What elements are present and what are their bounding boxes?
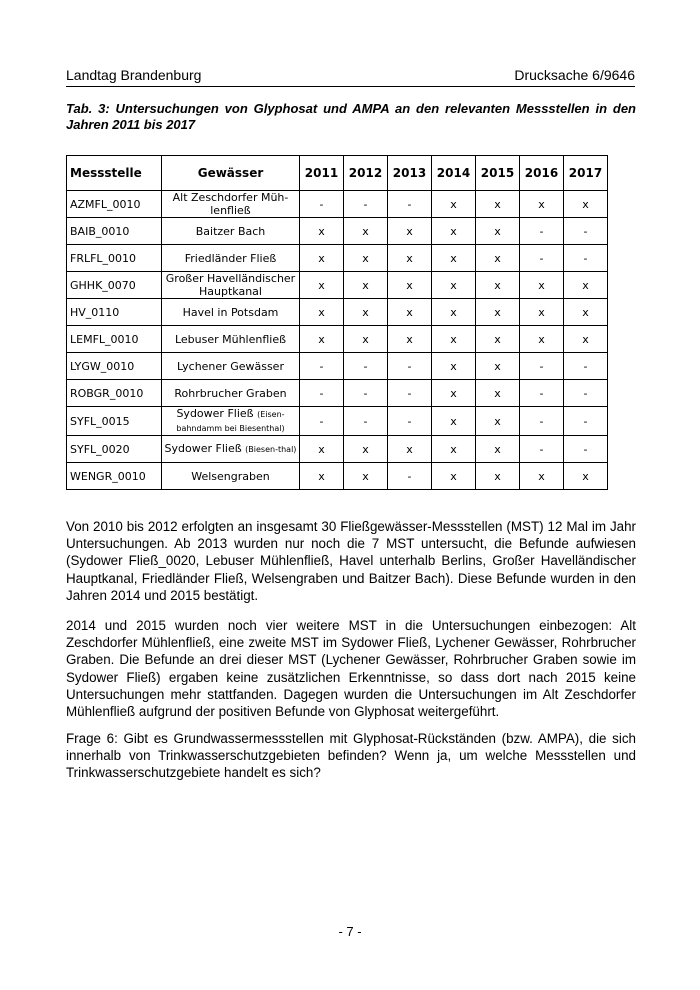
page-header [66, 66, 635, 87]
cell-messstelle: BAIB_0010 [67, 218, 162, 245]
gewaesser-name: Baitzer Bach [195, 224, 266, 238]
cell-year-value: x [300, 272, 344, 299]
cell-gewaesser [162, 380, 300, 407]
table-row [67, 245, 608, 272]
cell-messstelle: GHHK_0070 [67, 272, 162, 299]
cell-year-value: x [476, 436, 520, 463]
cell-year-value: x [476, 191, 520, 218]
gewaesser-name: Sydower Fließ [176, 407, 254, 420]
column-header: 2016 [520, 156, 564, 191]
table-row [67, 299, 608, 326]
cell-gewaesser [162, 463, 300, 490]
cell-messstelle: HV_0110 [67, 299, 162, 326]
cell-year-value: x [476, 245, 520, 272]
header-left: Landtag Brandenburg [66, 67, 202, 83]
gewaesser-name: Alt Zeschdorfer Müh-lenfließ [172, 191, 289, 217]
cell-year-value: x [564, 326, 608, 353]
cell-year-value: x [388, 245, 432, 272]
table-row [67, 380, 608, 407]
gewaesser-note: (Eisen-bahndamm bei Biesenthal) [176, 410, 285, 433]
table-row [67, 272, 608, 299]
paragraph-1: Von 2010 bis 2012 erfolgten an insgesamt 30 Fließgewässer-Messstellen (MST) 12 Mal im Jahr Untersuchungen. Ab 2013 wurden nur noch die 7 MST untersucht, die Befunde aufwiesen (Sydower Fließ_0020, Lebuser Mühlenfließ, Havel unterhalb Berlins, Großer Havelländischer Hauptkanal, Friedländer Fließ, Welsengraben und Baitzer Bach). Diese Befunde wurden in den Jahren 2014 und 2015 bestätigt. [66, 519, 636, 603]
cell-year-value: - [520, 218, 564, 245]
cell-year-value: x [432, 299, 476, 326]
table-row [67, 463, 608, 490]
gewaesser-name: Großer Havelländischer Hauptkanal [165, 272, 296, 298]
cell-messstelle: ROBGR_0010 [67, 380, 162, 407]
cell-year-value: x [476, 380, 520, 407]
cell-year-value: - [564, 407, 608, 436]
cell-year-value: x [564, 191, 608, 218]
cell-year-value: - [520, 245, 564, 272]
table-row [67, 436, 608, 463]
cell-year-value: x [432, 436, 476, 463]
cell-year-value: x [520, 463, 564, 490]
cell-gewaesser [162, 299, 300, 326]
table-body [67, 191, 608, 490]
cell-year-value: x [520, 299, 564, 326]
cell-year-value: - [564, 380, 608, 407]
cell-year-value: - [344, 407, 388, 436]
gewaesser-name: Lychener Gewässer [177, 359, 284, 373]
paragraph-2: 2014 und 2015 wurden noch vier weitere MST in die Untersuchungen einbezogen: Alt Zeschdorfer Mühlenfließ, eine zweite MST im Sydower Fließ, Lychener Gewässer, Rohrbrucher Graben. Die Befunde an drei dieser MST (Lychener Gewässer, Rohrbrucher Graben sowie im Sydower Fließ) ergaben keine zusätzlichen Erkenntnisse, so dass dort nach 2015 keine Untersuchungen mehr stattfanden. Dagegen wurden die Untersuchungen im Alt Zeschdorfer Mühlenfließ aufgrund der positiven Befunde von Glyphosat weitergeführt. [66, 618, 636, 720]
cell-year-value: x [476, 218, 520, 245]
cell-year-value: x [432, 218, 476, 245]
cell-year-value: x [476, 299, 520, 326]
table-row [67, 353, 608, 380]
cell-year-value: x [564, 299, 608, 326]
cell-year-value: x [300, 436, 344, 463]
cell-year-value: x [476, 353, 520, 380]
cell-year-value: x [344, 326, 388, 353]
cell-messstelle: LYGW_0010 [67, 353, 162, 380]
cell-year-value: x [476, 272, 520, 299]
paragraph-3: Frage 6: Gibt es Grundwassermessstellen mit Glyphosat-Rückständen (bzw. AMPA), die sich innerhalb von Trinkwasserschutzgebieten befinden? Wenn ja, um welche Messstellen und Trinkwasserschutzgebiete handelt es sich? [66, 731, 636, 781]
table-row [67, 407, 608, 436]
cell-year-value: x [476, 326, 520, 353]
cell-year-value: - [520, 407, 564, 436]
gewaesser-name: Sydower Fließ [164, 442, 242, 455]
cell-year-value: - [300, 353, 344, 380]
cell-year-value: - [344, 353, 388, 380]
cell-messstelle: LEMFL_0010 [67, 326, 162, 353]
column-header: 2014 [432, 156, 476, 191]
cell-year-value: x [564, 463, 608, 490]
column-header: 2015 [476, 156, 520, 191]
cell-year-value: x [432, 353, 476, 380]
cell-year-value: x [300, 245, 344, 272]
cell-year-value: - [520, 380, 564, 407]
cell-year-value: - [520, 353, 564, 380]
cell-messstelle: SYFL_0020 [67, 436, 162, 463]
cell-year-value: - [344, 191, 388, 218]
cell-year-value: x [476, 407, 520, 436]
cell-messstelle: AZMFL_0010 [67, 191, 162, 218]
measurement-table [66, 155, 608, 490]
cell-year-value: x [476, 463, 520, 490]
cell-year-value: x [300, 463, 344, 490]
cell-year-value: x [564, 272, 608, 299]
table-row [67, 326, 608, 353]
cell-gewaesser [162, 272, 300, 299]
table-header-row [67, 156, 608, 191]
cell-year-value: x [520, 191, 564, 218]
cell-year-value: - [344, 380, 388, 407]
cell-year-value: x [344, 272, 388, 299]
cell-year-value: - [564, 245, 608, 272]
cell-year-value: x [300, 218, 344, 245]
page-number: - 7 - [338, 924, 362, 939]
cell-messstelle: WENGR_0010 [67, 463, 162, 490]
cell-year-value: - [300, 380, 344, 407]
cell-year-value: x [344, 463, 388, 490]
cell-gewaesser [162, 353, 300, 380]
cell-year-value: x [388, 272, 432, 299]
cell-year-value: x [432, 191, 476, 218]
cell-year-value: - [300, 407, 344, 436]
cell-year-value: x [300, 326, 344, 353]
cell-year-value: x [432, 463, 476, 490]
cell-year-value: x [344, 436, 388, 463]
column-header: 2011 [300, 156, 344, 191]
cell-year-value: x [388, 218, 432, 245]
table-row [67, 191, 608, 218]
cell-gewaesser [162, 218, 300, 245]
gewaesser-name: Lebuser Mühlenfließ [174, 332, 287, 346]
cell-year-value: - [300, 191, 344, 218]
cell-year-value: x [344, 299, 388, 326]
cell-year-value: - [564, 353, 608, 380]
column-header: 2013 [388, 156, 432, 191]
column-header: Messstelle [67, 156, 162, 191]
cell-year-value: x [520, 326, 564, 353]
gewaesser-name: Rohrbrucher Graben [174, 386, 287, 400]
cell-year-value: x [432, 272, 476, 299]
cell-gewaesser [162, 436, 300, 463]
cell-year-value: x [432, 380, 476, 407]
cell-year-value: x [432, 245, 476, 272]
cell-year-value: - [564, 436, 608, 463]
cell-year-value: x [344, 218, 388, 245]
cell-messstelle: FRLFL_0010 [67, 245, 162, 272]
cell-messstelle: SYFL_0015 [67, 407, 162, 436]
gewaesser-name: Havel in Potsdam [182, 305, 279, 319]
table-caption: Tab. 3: Untersuchungen von Glyphosat und AMPA an den relevanten Messstellen in den Jahren 2011 bis 2017 [66, 101, 636, 132]
column-header: Gewässer [162, 156, 300, 191]
gewaesser-note: (Biesen-thal) [245, 445, 297, 454]
cell-year-value: x [432, 326, 476, 353]
header-right: Drucksache 6/9646 [514, 67, 635, 83]
cell-year-value: x [300, 299, 344, 326]
column-header: 2017 [564, 156, 608, 191]
cell-gewaesser [162, 245, 300, 272]
cell-year-value: x [344, 245, 388, 272]
table-row [67, 218, 608, 245]
cell-gewaesser [162, 407, 300, 436]
cell-year-value: x [388, 326, 432, 353]
cell-year-value: x [388, 299, 432, 326]
cell-gewaesser [162, 326, 300, 353]
cell-gewaesser [162, 191, 300, 218]
cell-year-value: - [388, 191, 432, 218]
cell-year-value: x [432, 407, 476, 436]
cell-year-value: x [388, 436, 432, 463]
cell-year-value: - [388, 407, 432, 436]
cell-year-value: x [520, 272, 564, 299]
cell-year-value: - [564, 218, 608, 245]
cell-year-value: - [520, 436, 564, 463]
column-header: 2012 [344, 156, 388, 191]
gewaesser-name: Friedländer Fließ [184, 251, 277, 265]
gewaesser-name: Welsengraben [191, 469, 270, 483]
cell-year-value: - [388, 353, 432, 380]
cell-year-value: - [388, 380, 432, 407]
cell-year-value: - [388, 463, 432, 490]
